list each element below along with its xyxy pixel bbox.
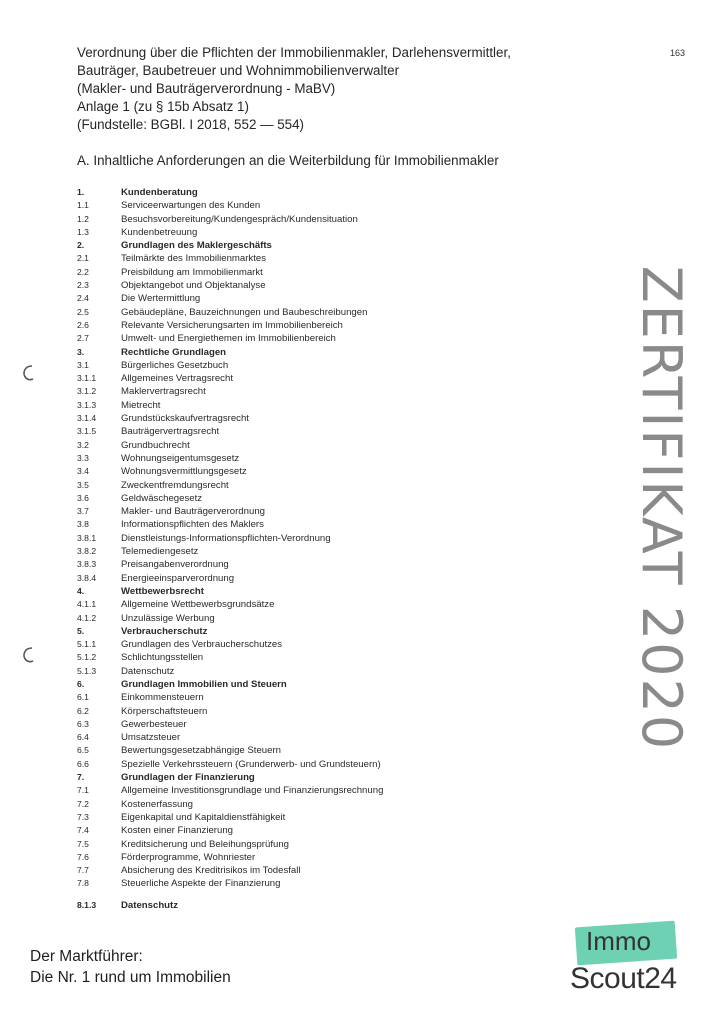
toc-number: 2.6 — [77, 319, 89, 330]
toc-number: 7.7 — [77, 865, 89, 876]
toc-text: Objektangebot und Objektanalyse — [121, 280, 266, 292]
toc-text: Eigenkapital und Kapitaldienstfähigkeit — [121, 811, 286, 823]
toc-row — [77, 319, 577, 332]
toc-row — [77, 864, 577, 877]
table-of-contents — [77, 186, 577, 912]
toc-row — [77, 226, 577, 239]
toc-text: Die Wertermittlung — [121, 293, 201, 305]
toc-text: Grundlagen Immobilien und Steuern — [121, 678, 287, 690]
toc-row — [77, 505, 577, 518]
toc-number: 3.1.4 — [77, 413, 97, 424]
toc-number: 3. — [77, 346, 85, 357]
toc-row — [77, 425, 577, 438]
toc-text: Steuerliche Aspekte der Finanzierung — [121, 878, 281, 890]
toc-number: 4.1.2 — [77, 612, 97, 623]
toc-text: Umwelt- und Energiethemen im Immobilienbereich — [121, 333, 336, 345]
toc-number: 6.2 — [77, 705, 89, 716]
toc-row — [77, 399, 577, 412]
toc-number: 5. — [77, 625, 85, 636]
toc-row — [77, 412, 577, 425]
toc-text: Allgemeines Vertragsrecht — [121, 373, 233, 385]
document-header — [77, 44, 597, 134]
toc-number: 3.7 — [77, 506, 89, 517]
toc-number: 3.8.1 — [77, 532, 97, 543]
toc-text: Teilmärkte des Immobilienmarktes — [121, 253, 267, 265]
toc-text: Absicherung des Kreditrisikos im Todesfall — [121, 865, 301, 877]
toc-row — [77, 824, 577, 837]
toc-text: Datenschutz — [121, 665, 175, 677]
toc-row — [77, 518, 577, 531]
toc-number: 7.6 — [77, 851, 89, 862]
toc-row — [77, 771, 577, 784]
toc-row — [77, 239, 577, 252]
certificate-stamp — [592, 265, 725, 751]
toc-number: 6.3 — [77, 718, 89, 729]
toc-row — [77, 718, 577, 731]
toc-number: 6.4 — [77, 732, 89, 743]
toc-text: Allgemeine Wettbewerbsgrundsätze — [121, 599, 275, 611]
footer-slogan — [30, 946, 231, 988]
toc-row — [77, 585, 577, 598]
toc-row — [77, 665, 577, 678]
section-title: A. Inhaltliche Anforderungen an die Weiterbildung für Immobilienmakler — [77, 153, 499, 168]
toc-text: Kostenerfassung — [121, 798, 193, 810]
toc-text: Kosten einer Finanzierung — [121, 825, 233, 837]
punch-hole-icon — [20, 646, 36, 664]
toc-text: Informationspflichten des Maklers — [121, 519, 264, 531]
slogan-line: Die Nr. 1 rund um Immobilien — [30, 969, 231, 986]
toc-number: 3.1.5 — [77, 426, 97, 437]
toc-text: Wohnungsvermittlungsgesetz — [121, 466, 247, 478]
toc-number: 7.8 — [77, 878, 89, 889]
toc-number: 3.2 — [77, 439, 89, 450]
toc-number: 8.1.3 — [77, 899, 97, 910]
punch-hole-icon — [20, 364, 36, 382]
toc-number: 7.1 — [77, 785, 89, 796]
toc-row — [77, 651, 577, 664]
toc-row — [77, 292, 577, 305]
toc-text: Grundstückskaufvertragsrecht — [121, 413, 249, 425]
stamp-text: ZERTIFIKAT 2020 — [630, 265, 694, 751]
toc-number: 5.1.1 — [77, 639, 97, 650]
toc-text: Körperschaftsteuern — [121, 705, 208, 717]
toc-number: 7.5 — [77, 838, 89, 849]
toc-text: Grundlagen der Finanzierung — [121, 772, 255, 784]
toc-row — [77, 439, 577, 452]
toc-text: Kundenberatung — [121, 187, 198, 198]
toc-row — [77, 199, 577, 212]
toc-row — [77, 899, 577, 912]
toc-row — [77, 213, 577, 226]
toc-row — [77, 691, 577, 704]
toc-number: 6. — [77, 678, 85, 689]
toc-number: 6.6 — [77, 758, 89, 769]
toc-number: 3.3 — [77, 452, 89, 463]
toc-text: Spezielle Verkehrssteuern (Grunderwerb- und Grundsteuern) — [121, 758, 381, 770]
toc-row — [77, 266, 577, 279]
toc-row — [77, 372, 577, 385]
toc-text: Wettbewerbsrecht — [121, 585, 204, 597]
toc-number: 2.3 — [77, 280, 89, 291]
toc-number: 7.4 — [77, 825, 89, 836]
header-line: Anlage 1 (zu § 15b Absatz 1) — [77, 99, 249, 114]
toc-row — [77, 811, 577, 824]
toc-row — [77, 838, 577, 851]
toc-row — [77, 758, 577, 771]
toc-text: Preisbildung am Immobilienmarkt — [121, 266, 263, 278]
toc-row — [77, 784, 577, 797]
toc-text: Relevante Versicherungsarten im Immobilienbereich — [121, 319, 343, 331]
toc-row — [77, 572, 577, 585]
toc-row — [77, 332, 577, 345]
toc-number: 2.5 — [77, 306, 89, 317]
toc-text: Förderprogramme, Wohnriester — [121, 851, 256, 863]
header-line: (Fundstelle: BGBl. I 2018, 552 — 554) — [77, 117, 305, 132]
toc-number: 3.8 — [77, 519, 89, 530]
toc-text: Grundlagen des Verbraucherschutzes — [121, 639, 283, 651]
toc-number: 1.2 — [77, 213, 89, 224]
page-number: 163 — [670, 48, 686, 58]
toc-row — [77, 598, 577, 611]
toc-text: Unzulässige Werbung — [121, 612, 215, 624]
toc-text: Besuchsvorbereitung/Kundengespräch/Kundensituation — [121, 213, 358, 225]
toc-number: 4. — [77, 585, 85, 596]
toc-number: 7. — [77, 772, 85, 783]
toc-text: Zweckentfremdungsrecht — [121, 479, 229, 491]
toc-number: 6.5 — [77, 745, 89, 756]
toc-text: Dienstleistungs-Informationspflichten-Verordnung — [121, 532, 331, 544]
toc-row — [77, 279, 577, 292]
logo-scout-text: Scout24 — [570, 962, 677, 995]
toc-text: Serviceerwartungen des Kunden — [121, 200, 261, 212]
toc-row — [77, 385, 577, 398]
toc-number: 7.2 — [77, 798, 89, 809]
toc-number: 1.3 — [77, 226, 89, 237]
toc-number: 3.8.2 — [77, 546, 97, 557]
toc-text: Mietrecht — [121, 399, 161, 411]
slogan-line: Der Marktführer: — [30, 948, 143, 965]
toc-row — [77, 705, 577, 718]
toc-row — [77, 612, 577, 625]
toc-number: 3.6 — [77, 492, 89, 503]
toc-number: 3.4 — [77, 466, 89, 477]
toc-row — [77, 186, 577, 199]
toc-text: Wohnungseigentumsgesetz — [121, 452, 240, 464]
toc-text: Maklervertragsrecht — [121, 386, 206, 398]
toc-row — [77, 638, 577, 651]
toc-text: Gebäudepläne, Bauzeichnungen und Baubeschreibungen — [121, 306, 368, 318]
toc-row — [77, 452, 577, 465]
toc-number: 3.8.4 — [77, 572, 97, 583]
toc-number: 2.4 — [77, 293, 89, 304]
toc-text: Verbraucherschutz — [121, 625, 208, 637]
toc-text: Grundlagen des Maklergeschäfts — [121, 240, 272, 252]
toc-row — [77, 492, 577, 505]
toc-row — [77, 359, 577, 372]
logo-immo-text: Immo — [586, 926, 651, 956]
toc-text: Preisangabenverordnung — [121, 559, 229, 571]
toc-row — [77, 306, 577, 319]
toc-row — [77, 346, 577, 359]
toc-number: 2. — [77, 240, 85, 251]
toc-text: Einkommensteuern — [121, 692, 204, 704]
toc-row — [77, 545, 577, 558]
toc-text: Datenschutz — [121, 899, 179, 911]
toc-row — [77, 678, 577, 691]
toc-number: 2.1 — [77, 253, 89, 264]
toc-text: Grundbuchrecht — [121, 439, 190, 451]
toc-row — [77, 479, 577, 492]
toc-text: Rechtliche Grundlagen — [121, 346, 227, 358]
toc-row — [77, 625, 577, 638]
toc-number: 7.3 — [77, 811, 89, 822]
toc-number: 3.8.3 — [77, 559, 97, 570]
toc-row — [77, 532, 577, 545]
toc-row — [77, 558, 577, 571]
toc-number: 4.1.1 — [77, 599, 97, 610]
toc-number: 3.1.1 — [77, 373, 97, 384]
toc-row — [77, 465, 577, 478]
toc-row — [77, 731, 577, 744]
toc-text: Geldwäschegesetz — [121, 492, 203, 504]
toc-number: 5.1.2 — [77, 652, 97, 663]
toc-number: 3.1.2 — [77, 386, 97, 397]
toc-row — [77, 252, 577, 265]
toc-number: 3.1 — [77, 359, 89, 370]
toc-text: Makler- und Bauträgerverordnung — [121, 506, 265, 518]
toc-text: Schlichtungsstellen — [121, 652, 204, 664]
header-line: (Makler- und Bauträgerverordnung - MaBV) — [77, 81, 336, 96]
toc-number: 1.1 — [77, 200, 89, 211]
toc-number: 1. — [77, 187, 85, 197]
toc-number: 5.1.3 — [77, 665, 97, 676]
toc-text: Kreditsicherung und Beleihungsprüfung — [121, 838, 290, 850]
immoscout24-logo — [570, 922, 690, 1002]
toc-number: 2.2 — [77, 266, 89, 277]
toc-text: Bauträgervertragsrecht — [121, 426, 220, 438]
toc-text: Allgemeine Investitionsgrundlage und Finanzierungsrechnung — [121, 785, 384, 797]
toc-text: Gewerbesteuer — [121, 718, 187, 730]
header-line: Verordnung über die Pflichten der Immobilienmakler, Darlehensvermittler, — [77, 45, 511, 60]
toc-text: Bürgerliches Gesetzbuch — [121, 359, 229, 371]
toc-number: 6.1 — [77, 692, 89, 703]
toc-text: Bewertungsgesetzabhängige Steuern — [121, 745, 282, 757]
toc-text: Umsatzsteuer — [121, 732, 181, 744]
toc-text: Kundenbetreuung — [121, 226, 198, 238]
header-line: Bauträger, Baubetreuer und Wohnimmobilienverwalter — [77, 63, 400, 78]
toc-row — [77, 744, 577, 757]
toc-row — [77, 798, 577, 811]
toc-text: Telemediengesetz — [121, 546, 199, 558]
toc-row — [77, 851, 577, 864]
toc-number: 3.1.3 — [77, 399, 97, 410]
toc-number: 2.7 — [77, 333, 89, 344]
toc-text: Energieeinsparverordnung — [121, 572, 235, 584]
toc-row — [77, 877, 577, 890]
toc-number: 3.5 — [77, 479, 89, 490]
